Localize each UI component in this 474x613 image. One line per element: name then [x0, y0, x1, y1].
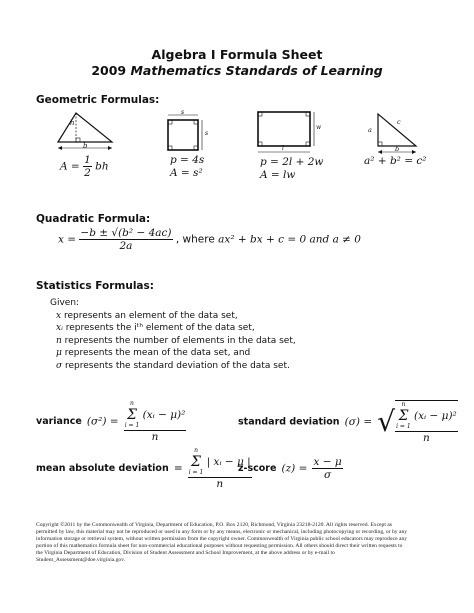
triangle-h-label: h: [70, 119, 75, 127]
quadratic-heading: Quadratic Formula:: [36, 213, 151, 225]
variance-fraction: [124, 400, 187, 443]
variance-num-expr: (xᵢ − μ)²: [142, 409, 186, 421]
triangle-b-label: b: [83, 142, 88, 150]
given-symbol: σ: [56, 360, 63, 371]
quadratic-lhs: x =: [58, 233, 77, 246]
given-symbol: xᵢ: [56, 323, 63, 333]
square-perimeter: p = 4s: [170, 154, 205, 166]
copyright-notice: Copyright ©2011 by the Commonwealth of Virginia, Department of Education, P.O. Box 2120, Richmond, Virginia 23218-2120. All rights reserved. Except as permitted by law, this material may not be reproduced or used in any form or by any means, electronic or mechanical, including photocopying or recording, or by any information storage or retrieval system, without written permission from the copyright owner. Commonwealth of Virginia public school educators may reproduce any portion of this mathematics formula sheet for non-commercial educational purposes without requesting permission. All others should direct their written requests to the Virginia Department of Education, Division of Student Assessment and School Improvement, at the above address or by e-mail to Student_Assessment@doe.virginia.gov.: [36, 522, 408, 563]
quadratic-condition: ax² + bx + c = 0 and a ≠ 0: [218, 233, 361, 246]
triangle-formula-lhs: A =: [60, 160, 80, 173]
z-score-label: z-score: [238, 463, 277, 474]
right-angle-mark: [378, 142, 382, 146]
given-item: [50, 322, 296, 335]
mad-formula: [36, 447, 252, 490]
variance-formula: [36, 400, 186, 443]
sum-bottom: i = 1: [396, 423, 411, 430]
arrow-right-icon: [108, 146, 112, 150]
square-figure: [158, 110, 204, 156]
quadratic-formula: [58, 227, 361, 252]
given-list: [50, 297, 296, 372]
fraction-num: 1: [84, 154, 91, 166]
rectangle-perimeter: p = 2l + 2w: [260, 156, 324, 168]
z-score-numerator: x − μ: [313, 456, 342, 468]
sigma-sum-icon: n Σ i = 1: [124, 400, 140, 429]
fraction-den: 2: [84, 167, 91, 179]
given-text: represents an element of the data set,: [61, 310, 238, 321]
given-text: represents the iᵗʰ element of the data set,: [62, 323, 255, 333]
square-root-icon: √: [377, 405, 396, 438]
given-text: represents the standard deviation of the data set.: [62, 360, 290, 371]
mad-denominator: n: [216, 478, 224, 490]
quadratic-where: , where: [175, 233, 215, 246]
right-triangle-c-label: c: [397, 118, 401, 126]
z-score-symbol: (z) =: [281, 462, 308, 475]
quadratic-fraction: [79, 227, 172, 252]
variance-label: variance: [36, 416, 82, 427]
triangle-formula-rhs: bh: [95, 160, 109, 173]
triangle-shape: [58, 113, 112, 142]
square-side-label: s: [205, 130, 209, 137]
geometric-heading: Geometric Formulas:: [36, 94, 160, 106]
given-symbol: x: [56, 310, 62, 321]
z-score-fraction: [312, 456, 342, 481]
sum-top: n: [194, 447, 198, 454]
std-dev-numerator: [395, 401, 458, 432]
arrow-right-icon: [412, 150, 416, 154]
variance-denominator: n: [151, 431, 159, 443]
given-text: represents the mean of the data set, and: [61, 348, 251, 358]
z-score-formula: [238, 456, 343, 481]
triangle-area-formula: [60, 154, 109, 179]
page-subtitle: [0, 63, 474, 78]
rectangle-w-label: w: [316, 124, 322, 131]
right-triangle-b-label: b: [395, 145, 400, 153]
std-dev-label: standard deviation: [238, 416, 340, 428]
square-shape: [168, 120, 198, 150]
arrow-left-icon: [58, 146, 62, 150]
square-formulas: [170, 154, 204, 180]
given-item: [50, 310, 296, 323]
variance-symbol: (σ²) =: [86, 415, 119, 428]
rectangle-area: A = lw: [260, 169, 296, 181]
std-dev-denominator: n: [423, 432, 430, 444]
std-dev-symbol: (σ) =: [344, 416, 373, 428]
statistics-heading: Statistics Formulas:: [36, 280, 154, 292]
square-area: A = s²: [170, 167, 203, 179]
mad-symbol: =: [173, 462, 183, 475]
given-item: [50, 360, 296, 373]
triangle-right-angle: [76, 138, 80, 142]
right-triangle-a-label: a: [368, 126, 372, 134]
given-text: represents the number of elements in the data set,: [61, 335, 296, 346]
sum-bottom: i = 1: [124, 422, 140, 429]
given-symbol: μ: [56, 348, 62, 358]
given-label: Given:: [50, 298, 80, 308]
pythagorean-formula: a² + b² = c²: [364, 155, 427, 167]
rectangle-shape: [258, 112, 310, 146]
rectangle-l-label: l: [282, 145, 284, 152]
arrow-left-icon: [378, 150, 382, 154]
sum-top: n: [401, 401, 406, 408]
rectangle-formulas: [260, 156, 323, 182]
mad-num-expr: | xᵢ − μ |: [206, 456, 251, 468]
sum-top: n: [130, 400, 134, 407]
triangle-half-fraction: [83, 154, 92, 179]
sigma-sum-icon: n Σ i = 1: [396, 401, 411, 430]
sum-bottom: i = 1: [188, 469, 204, 476]
std-dev-num-expr: (xᵢ − μ)²: [414, 410, 457, 422]
given-item: [50, 335, 296, 348]
z-score-denominator: σ: [324, 469, 332, 481]
square-top-label: s: [181, 109, 185, 116]
quadratic-denominator: 2a: [119, 240, 133, 252]
quadratic-numerator: −b ± √(b² − 4ac): [80, 227, 172, 239]
page-title: Algebra I Formula Sheet: [151, 47, 323, 62]
std-dev-fraction: [395, 400, 458, 444]
given-item: [50, 347, 296, 360]
given-symbol: n: [56, 335, 62, 346]
sigma-sum-icon: n Σ i = 1: [188, 447, 204, 476]
rectangle-figure: [252, 108, 324, 158]
subtitle-year: 2009: [91, 63, 127, 78]
mad-label: mean absolute deviation: [36, 463, 169, 474]
variance-numerator: [124, 400, 187, 431]
std-dev-formula: [238, 400, 458, 444]
subtitle-text: Mathematics Standards of Learning: [130, 63, 383, 78]
